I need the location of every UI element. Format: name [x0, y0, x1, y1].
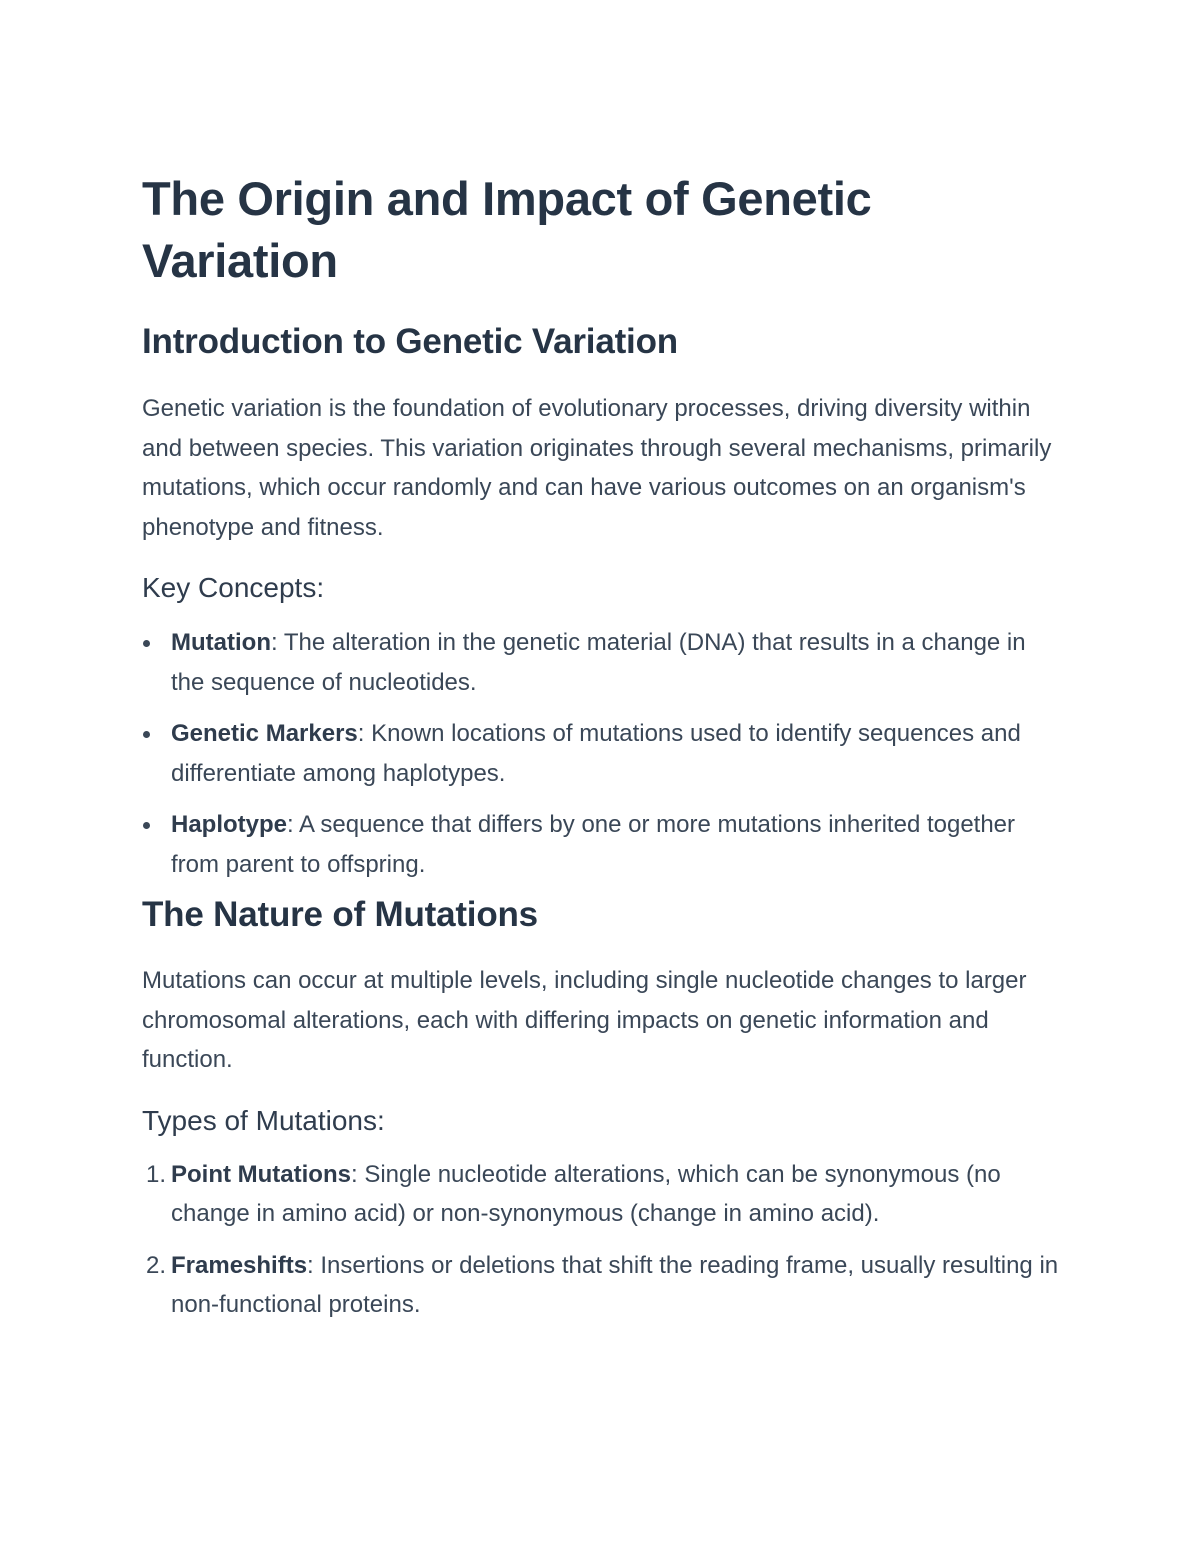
key-concepts-list [142, 623, 1062, 884]
section-heading-introduction: Introduction to Genetic Variation [142, 322, 678, 361]
term-separator: : [287, 811, 294, 838]
types-of-mutations-list [142, 1155, 1062, 1325]
term-description: The alteration in the genetic material (DNA) that results in a change in the sequence of nucleotides. [171, 629, 1026, 696]
list-item [142, 805, 1062, 884]
document-page [142, 168, 1062, 1325]
term-separator: : [270, 629, 278, 656]
types-of-mutations-heading: Types of Mutations: [142, 1104, 385, 1136]
bullet-icon [143, 731, 150, 738]
document-title: The Origin and Impact of Genetic Variation [142, 172, 872, 287]
bullet-icon [143, 640, 150, 647]
introduction-paragraph: Genetic variation is the foundation of evolutionary processes, driving diversity within and between species. This variation originates through several mechanisms, primarily mutations, which occur randomly and can have various outcomes on an organism's phenotype and fitness. [142, 395, 1052, 541]
section-heading-nature-of-mutations: The Nature of Mutations [142, 895, 538, 934]
key-concepts-heading: Key Concepts: [142, 572, 325, 603]
list-number: 1. [146, 1160, 167, 1188]
list-item [142, 714, 1062, 793]
term-separator: : [307, 1251, 314, 1279]
term-separator: : [350, 1160, 358, 1188]
list-item [142, 623, 1062, 702]
term-separator: : [357, 720, 365, 747]
term-description: Single nucleotide alterations, which can be synonymous (no change in amino acid) or non-synonymous (change in amino acid). [171, 1160, 1001, 1227]
nature-of-mutations-paragraph: Mutations can occur at multiple levels, including single nucleotide changes to larger chromosomal alterations, each with differing impacts on genetic information and function. [142, 967, 1027, 1073]
term-label: Mutation [171, 629, 271, 656]
term-label: Point Mutations [171, 1160, 351, 1188]
term-description: A sequence that differs by one or more mutations inherited together from parent to offspring. [171, 811, 1016, 878]
list-number: 2. [146, 1251, 167, 1279]
term-label: Haplotype [171, 811, 288, 838]
bullet-icon [143, 822, 150, 829]
list-item [142, 1246, 1062, 1325]
term-label: Genetic Markers [171, 720, 358, 747]
term-label: Frameshifts [171, 1251, 308, 1279]
list-item [142, 1155, 1062, 1234]
term-description: Known locations of mutations used to identify sequences and differentiate among haplotypes. [171, 720, 1021, 787]
term-description: Insertions or deletions that shift the reading frame, usually resulting in non-functional proteins. [171, 1251, 1059, 1318]
